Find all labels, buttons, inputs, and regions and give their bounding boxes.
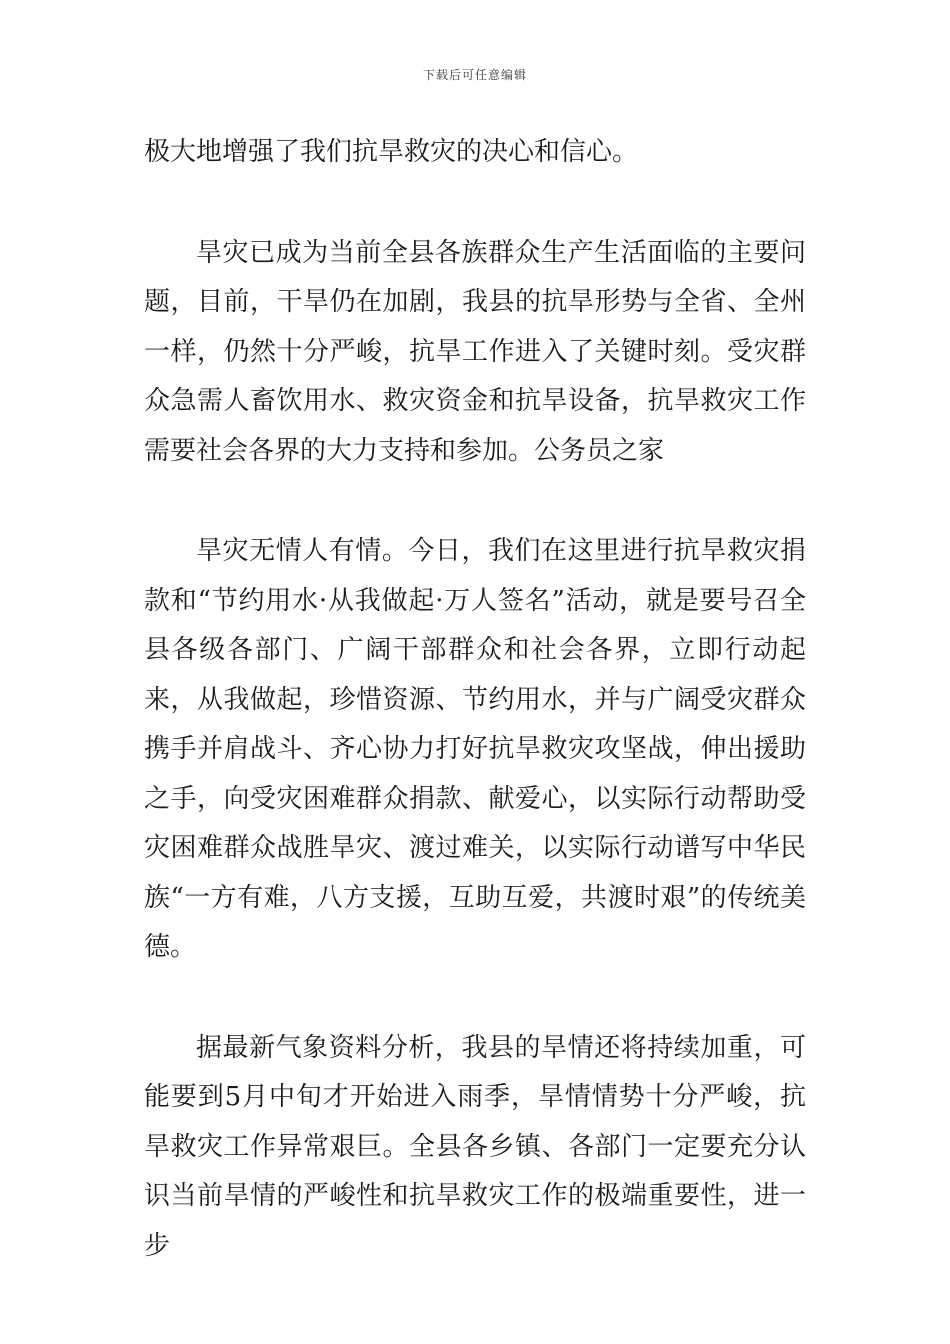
page-header-note: 下载后可任意编辑: [422, 68, 527, 82]
paragraph-3: 旱灾无情人有情。今日，我们在这里进行抗旱救灾捐款和“节约用水·从我做起·万人签名”活动，就是要号召全县各级各部门、广阔干部群众和社会各界，立即行动起来，从我做起，珍惜资源、节约用水，并与广阔受灾群众携手并肩战斗、齐心协力打好抗旱救灾攻坚战，伸出援助之手，向受灾困难群众捐款、献爱心，以实际行动帮助受灾困难群众战胜旱灾、渡过难关，以实际行动谱写中华民族“一方有难，八方支援，互助互爱，共渡时艰”的传统美德。: [144, 536, 806, 962]
paragraph-4: 据最新气象资料分析，我县的旱情还将持续加重，可能要到5月中旬才开始进入雨季，旱情情势十分严峻，抗旱救灾工作异常艰巨。全县各乡镇、各部门一定要充分认识当前旱情的严峻性和抗旱救灾工作的极端重要性，进一步: [144, 1032, 806, 1261]
document-body: [144, 128, 806, 1271]
paragraph-1: 极大地增强了我们抗旱救灾的决心和信心。: [144, 137, 639, 167]
paragraph-2: 旱灾已成为当前全县各族群众生产生活面临的主要问题，目前，干旱仍在加剧，我县的抗旱形势与全省、全州一样，仍然十分严峻，抗旱工作进入了关键时刻。受灾群众急需人畜饮用水、救灾资金和抗旱设备，抗旱救灾工作需要社会各界的大力支持和参加。公务员之家: [144, 237, 806, 466]
